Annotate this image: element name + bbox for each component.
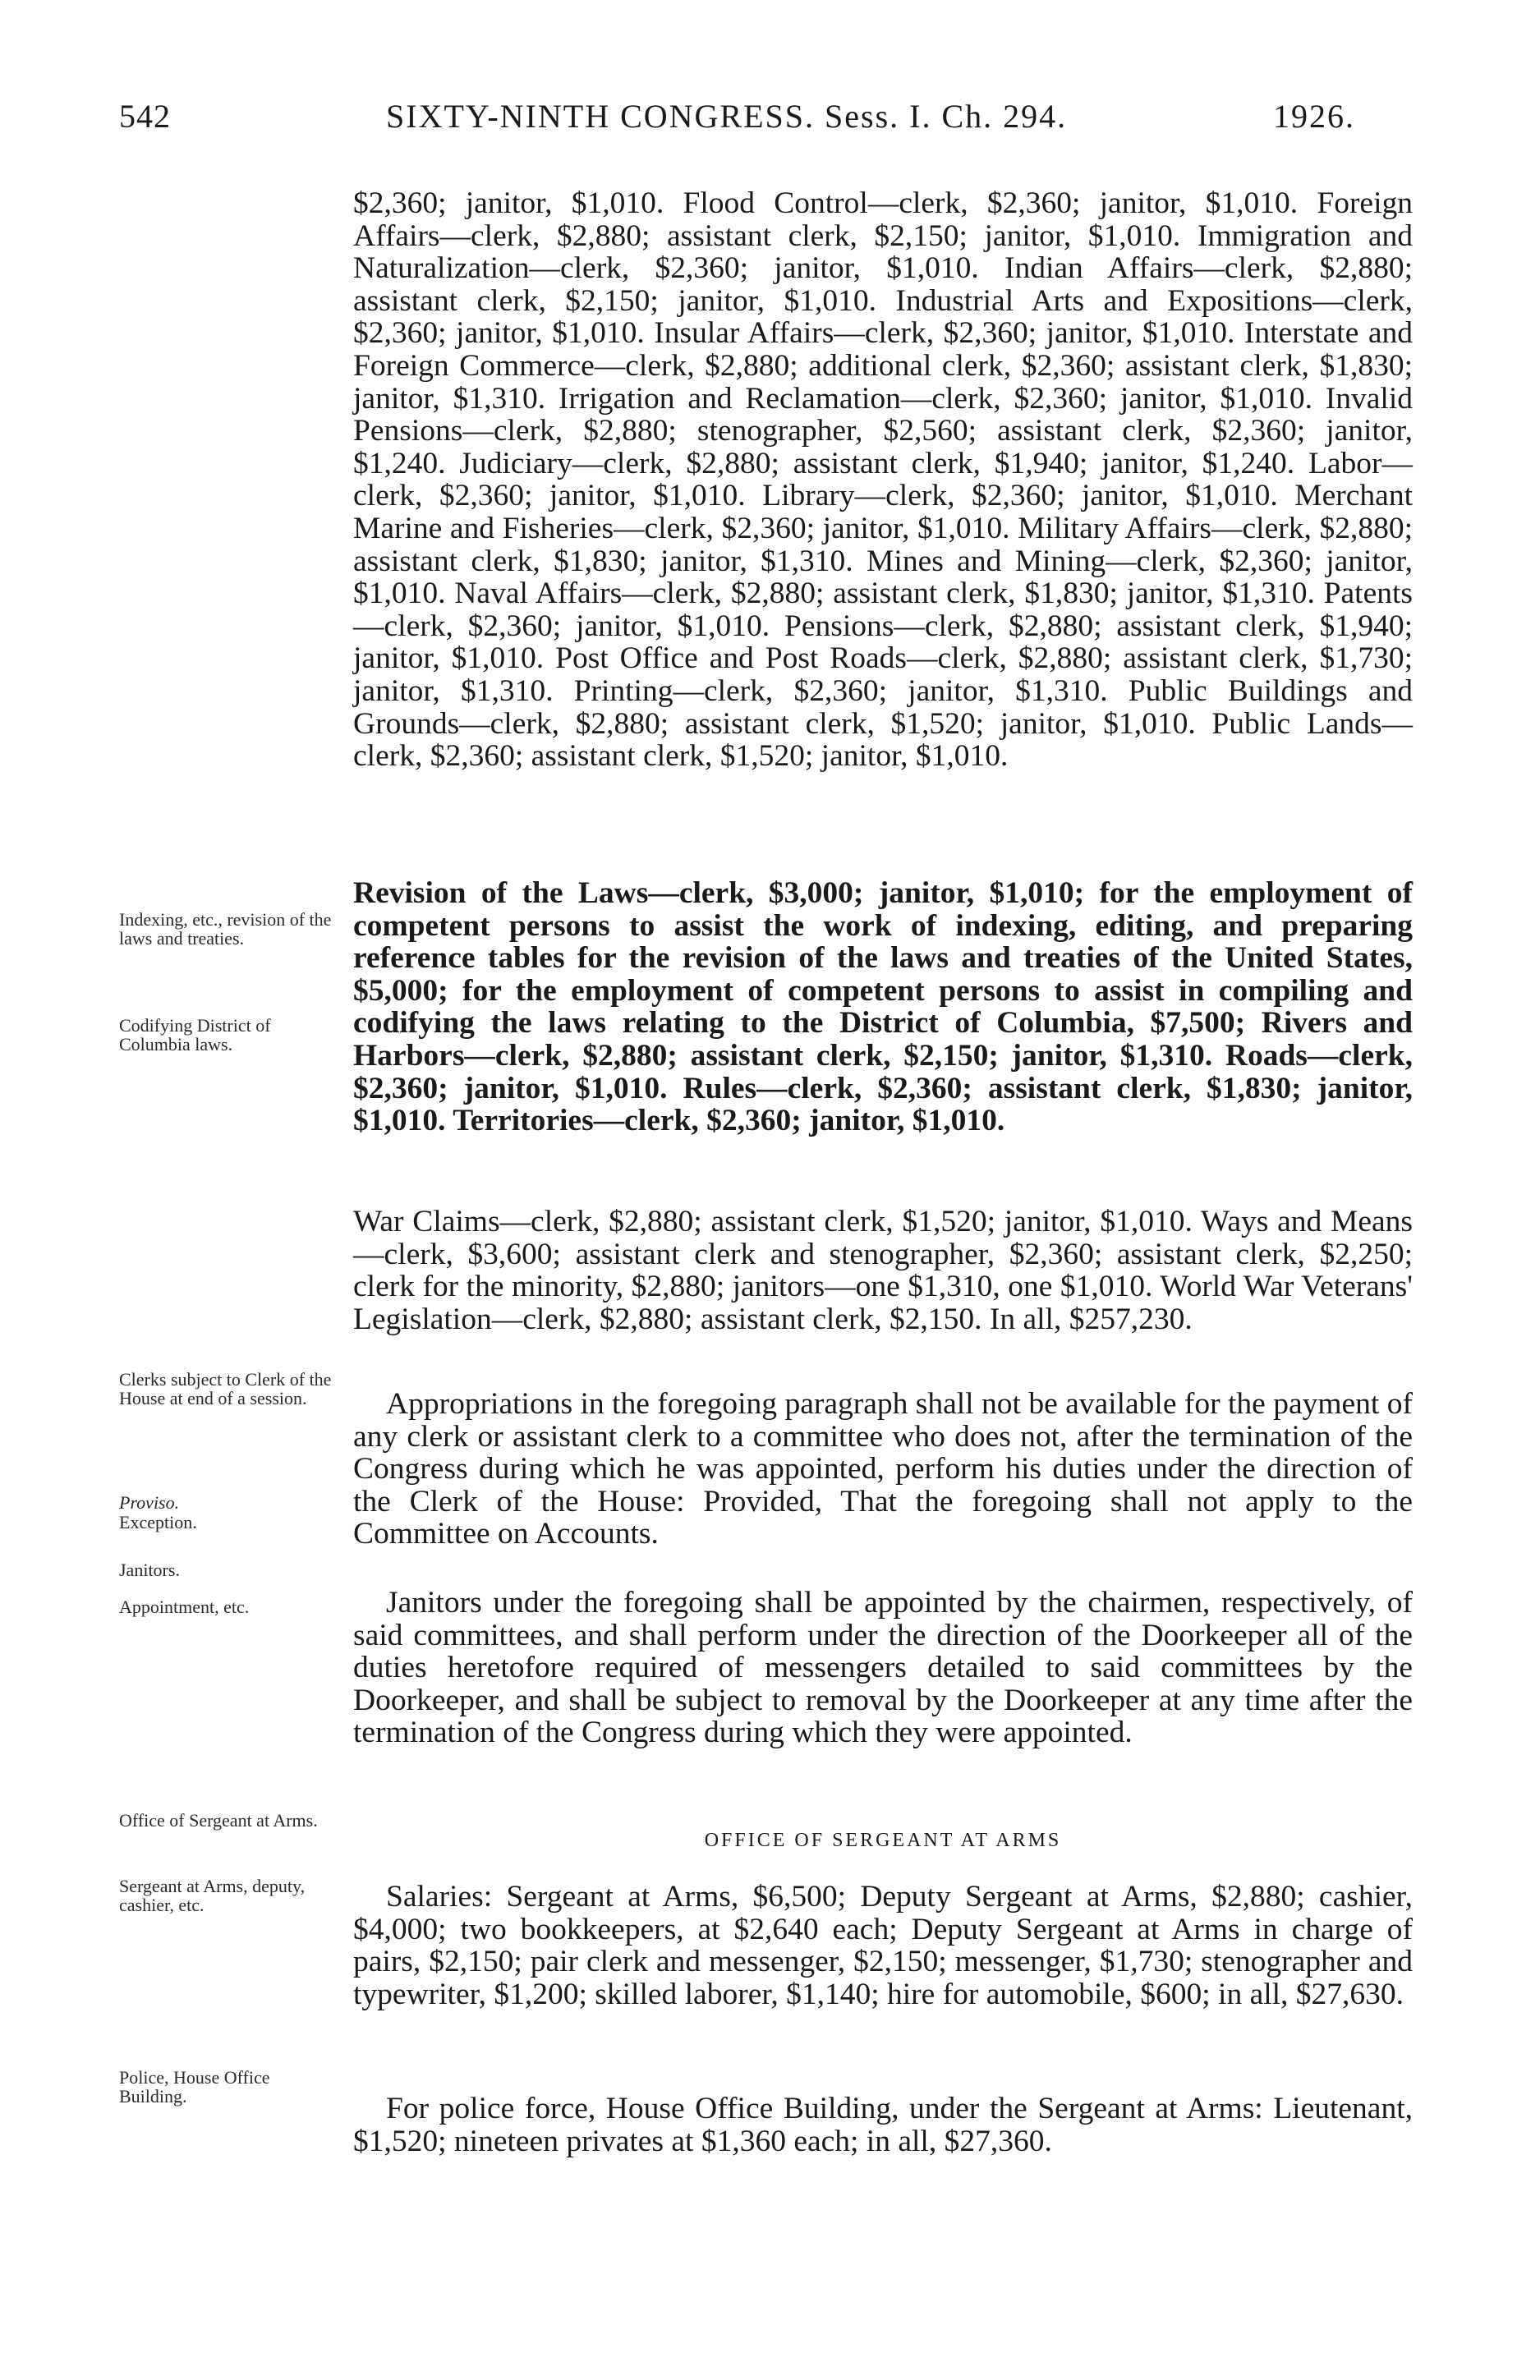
margin-note-office-sergeant: Office of Sergeant at Arms. [119, 1810, 318, 1831]
margin-note-indexing: Indexing, etc., revision of the laws and treaties. [119, 909, 332, 949]
margin-note-janitors: Janitors. [119, 1560, 180, 1580]
running-header [119, 97, 1355, 146]
page-number: 542 [119, 98, 171, 135]
paragraph-appropriations: Appropriations in the foregoing paragraph shall not be available for the payment of any clerk or assistant clerk to a committee who does not, after the termination of the Congress during which he was appointed, perform his duties under the direction of the Clerk of the House: Provided, That the foregoing shall not apply to the Committee on Accounts. [353, 1387, 1413, 1551]
margin-note-codifying: Codifying District of Columbia laws. [119, 1015, 271, 1054]
margin-note-police: Police, House Office Building. [119, 2067, 270, 2107]
running-title: SIXTY-NINTH CONGRESS. Sess. I. Ch. 294. [386, 98, 1068, 135]
header-year: 1926. [1273, 98, 1355, 135]
margin-note-proviso: Proviso. [119, 1492, 180, 1513]
paragraph-police: For police force, House Office Building, under the Sergeant at Arms: Lieutenant, $1,520; nineteen privates at $1,360 each; in all, $27,360. [353, 2092, 1413, 2158]
margin-note-sergeant-deputy: Sergeant at Arms, deputy, cashier, etc. [119, 1876, 306, 1915]
paragraph-revision-of-laws: Revision of the Laws—clerk, $3,000; janitor, $1,010; for the employment of competent persons to assist the work of indexing, editing, and preparing reference tables for the revision of the laws and treaties of the United States, $5,000; for the employment of competent persons to assist in compiling and codifying the laws relating to the District of Columbia, $7,500; Rivers and Harbors—clerk, $2,880; assistant clerk, $2,150; janitor, $1,310. Roads—clerk, $2,360; janitor, $1,010. Rules—clerk, $2,360; assistant clerk, $1,830; janitor, $1,010. Territories—clerk, $2,360; janitor, $1,010. [353, 876, 1413, 1138]
paragraph-committee-staff: $2,360; janitor, $1,010. Flood Control—clerk, $2,360; janitor, $1,010. Foreign Affairs—clerk, $2,880; assistant clerk, $2,150; janitor, $1,010. Immigration and Naturalization—clerk, $2,360; janitor, $1,010. Indian Affairs—clerk, $2,880; assistant clerk, $2,150; janitor, $1,010. Industrial Arts and Expositions—clerk, $2,360; janitor, $1,010. Insular Affairs—clerk, $2,360; janitor, $1,010. Interstate and Foreign Commerce—clerk, $2,880; additional clerk, $2,360; assistant clerk, $1,830; janitor, $1,310. Irrigation and Reclamation—clerk, $2,360; janitor, $1,010. Invalid Pensions—clerk, $2,880; stenographer, $2,560; assistant clerk, $2,360; janitor, $1,240. Judiciary—clerk, $2,880; assistant clerk, $1,940; janitor, $1,240. Labor—clerk, $2,360; janitor, $1,010. Library—clerk, $2,360; janitor, $1,010. Merchant Marine and Fisheries—clerk, $2,360; janitor, $1,010. Military Affairs—clerk, $2,880; assistant clerk, $1,830; janitor, $1,310. Mines and Mining—clerk, $2,360; janitor, $1,010. Naval Affairs—clerk, $2,880; assistant clerk, $1,830; janitor, $1,310. Patents—clerk, $2,360; janitor, $1,010. Pensions—clerk, $2,880; assistant clerk, $1,940; janitor, $1,010. Post Office and Post Roads—clerk, $2,880; assistant clerk, $1,730; janitor, $1,310. Printing—clerk, $2,360; janitor, $1,310. Public Buildings and Grounds—clerk, $2,880; assistant clerk, $1,520; janitor, $1,010. Public Lands—clerk, $2,360; assistant clerk, $1,520; janitor, $1,010. [353, 186, 1413, 774]
paragraph-war-claims: War Claims—clerk, $2,880; assistant clerk, $1,520; janitor, $1,010. Ways and Means—clerk, $3,600; assistant clerk and stenographer, $2,360; assistant clerk, $2,250; clerk for the minority, $2,880; janitors—one $1,310, one $1,010. World War Veterans' Legislation—clerk, $2,880; assistant clerk, $2,150. In all, $257,230. [353, 1205, 1413, 1336]
section-heading: OFFICE OF SERGEANT AT ARMS [704, 1830, 1062, 1851]
paragraph-salaries: Salaries: Sergeant at Arms, $6,500; Deputy Sergeant at Arms, $2,880; cashier, $4,000; two bookkeepers, at $2,640 each; Deputy Sergeant at Arms in charge of pairs, $2,150; pair clerk and messenger, $2,150; messenger, $1,730; stenographer and typewriter, $1,200; skilled laborer, $1,140; hire for automobile, $600; in all, $27,630. [353, 1880, 1413, 2011]
margin-note-appointment: Appointment, etc. [119, 1597, 250, 1617]
margin-note-exception: Exception. [119, 1512, 197, 1532]
margin-note-clerks: Clerks subject to Clerk of the House at end of a session. [119, 1369, 332, 1408]
paragraph-janitors: Janitors under the foregoing shall be appointed by the chairmen, respectively, of said committees, and shall perform under the direction of the Doorkeeper all of the duties heretofore required of messengers detailed to said committees by the Doorkeeper, and shall be subject to removal by the Doorkeeper at any time after the termination of the Congress during which they were appointed. [353, 1586, 1413, 1750]
